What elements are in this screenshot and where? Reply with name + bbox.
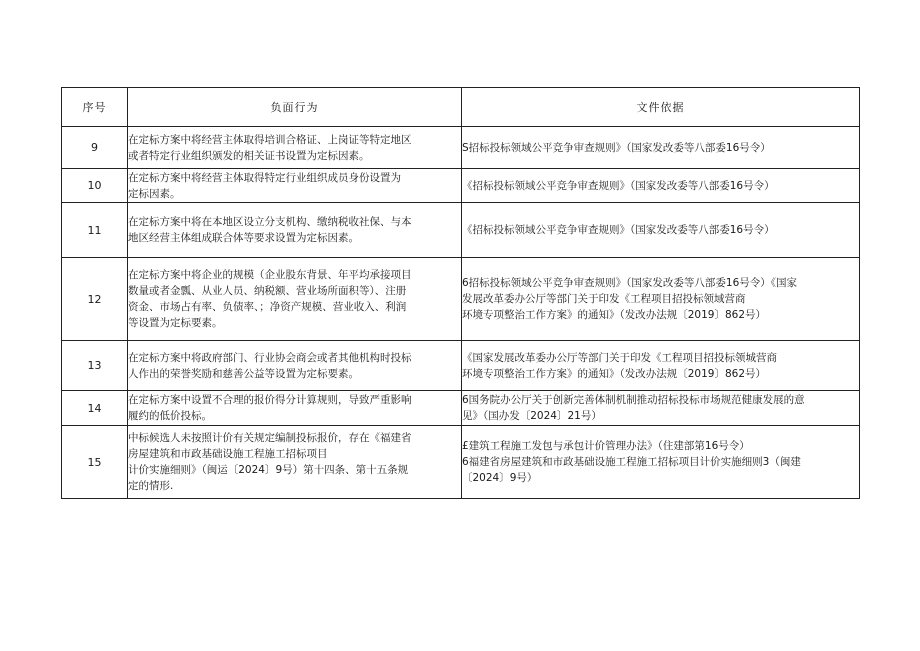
behavior-cell	[128, 127, 462, 169]
basis-line: 〔2024〕9号）	[462, 472, 538, 484]
behavior-cell	[128, 169, 462, 203]
basis-cell	[462, 258, 860, 341]
behavior-cell	[128, 203, 462, 258]
table-row	[62, 169, 860, 203]
row-number: 10	[62, 169, 128, 203]
basis-line: 《招标投标领域公平竞争审查规则》（国家发改委等八部委16号令）	[462, 179, 775, 192]
behavior-line: 计价实施细则》（闽运〔2024〕9号）第十四条、第十五条规	[128, 464, 409, 476]
behavior-line: 等设置为定标要素。	[128, 317, 223, 329]
basis-cell	[462, 391, 860, 426]
table-row	[62, 203, 860, 258]
basis-line: 6福建省房屋建筑和市政基础设施工程施工招标项目计价实施细则3（闽建	[462, 456, 801, 468]
behavior-line: 在定标方案中将在本地区设立分支机构、缴纳税收社保、与本	[128, 216, 412, 228]
behavior-line: 房屋建筑和市政基础设施工程施工招标项目	[128, 448, 328, 460]
basis-cell	[462, 127, 860, 169]
behavior-line: 或者特定行业组织颁发的相关证书设置为定标因素。	[128, 149, 370, 162]
basis-cell	[462, 341, 860, 391]
behavior-line: 资金、市场占有率、负债率、；净资产规模、营业收入、利润	[128, 301, 407, 313]
row-number: 9	[62, 127, 128, 169]
row-number: 12	[62, 258, 128, 341]
header-no: 序号	[62, 88, 128, 127]
basis-line: 6国务院办公厅关于创新完善体制机制推动招标投标市场规范健康发展的意	[462, 394, 805, 406]
table-row	[62, 341, 860, 391]
basis-cell	[462, 203, 860, 258]
row-number: 13	[62, 341, 128, 391]
table-row	[62, 391, 860, 426]
behavior-line: 在定标方案中将企业的规模（企业股东背景、年平均承接项目	[128, 269, 412, 281]
behavior-line: 在定标方案中将经营主体取得培训合格证、上岗证等特定地区	[128, 133, 412, 146]
table-row	[62, 426, 860, 499]
behavior-line: 在定标方案中设置不合理的报价得分计算规则，导致严重影响	[128, 394, 412, 406]
behavior-line: 地区经营主体组成联合体等要求设置为定标因素。	[128, 232, 359, 244]
row-number: 14	[62, 391, 128, 426]
table-header-row	[62, 88, 860, 127]
table-row	[62, 127, 860, 169]
basis-line: 环境专项整治工作方案》的通知》（发改办法规〔2019〕862号）	[462, 367, 767, 380]
table-body	[62, 127, 860, 499]
header-behavior: 负面行为	[128, 88, 462, 127]
basis-line: 发展改革委办公厅等部门关于印发《工程项目招投标领域营商	[462, 293, 746, 305]
basis-cell	[462, 426, 860, 499]
row-number: 15	[62, 426, 128, 499]
basis-line: 《招标投标领域公平竞争审查规则》（国家发改委等八部委16号令）	[462, 224, 775, 236]
behavior-line: 履约的低价投标。	[128, 410, 212, 422]
basis-line: £建筑工程施工发包与承包计价管理办法》（住建部第16号令）	[462, 440, 750, 452]
behavior-line: 人作出的荣誉奖励和慈善公益等设置为定标要素。	[128, 367, 359, 380]
basis-line: 环境专项整治工作方案》的通知》（发改办法规〔2019〕862号）	[462, 309, 767, 321]
behavior-cell	[128, 391, 462, 426]
behavior-line: 在定标方案中将政府部门、行业协会商会或者其他机构时投标	[128, 351, 412, 364]
basis-line: 6招标投标领域公平竞争审查规则》（国家发改委等八部委16号令）《国家	[462, 277, 798, 289]
regulation-table	[61, 87, 860, 499]
behavior-line: 定标因素。	[128, 187, 181, 200]
behavior-cell	[128, 258, 462, 341]
table-row	[62, 258, 860, 341]
behavior-line: 数量或者金瓢、从业人员、纳税额、营业场所面积等）、注册	[128, 285, 407, 297]
header-basis: 文件依据	[462, 88, 860, 127]
basis-line: 见》（国办发〔2024〕21号）	[462, 410, 602, 422]
basis-line: S招标投标领域公平竞争审查规则》（国家发改委等八部委16号令）	[462, 141, 771, 154]
behavior-cell	[128, 341, 462, 391]
behavior-line: 在定标方案中将经营主体取得特定行业组织成员身份设置为	[128, 171, 401, 184]
basis-line: 《国家发展改革委办公厅等部门关于印发《工程项目招投标领城营商	[462, 351, 777, 364]
row-number: 11	[62, 203, 128, 258]
behavior-line: 中标候选人未按照计价有关规定编制投标报价，存在《福建省	[128, 432, 412, 444]
behavior-cell	[128, 426, 462, 499]
basis-cell	[462, 169, 860, 203]
behavior-line: 定的情形.	[128, 480, 174, 492]
